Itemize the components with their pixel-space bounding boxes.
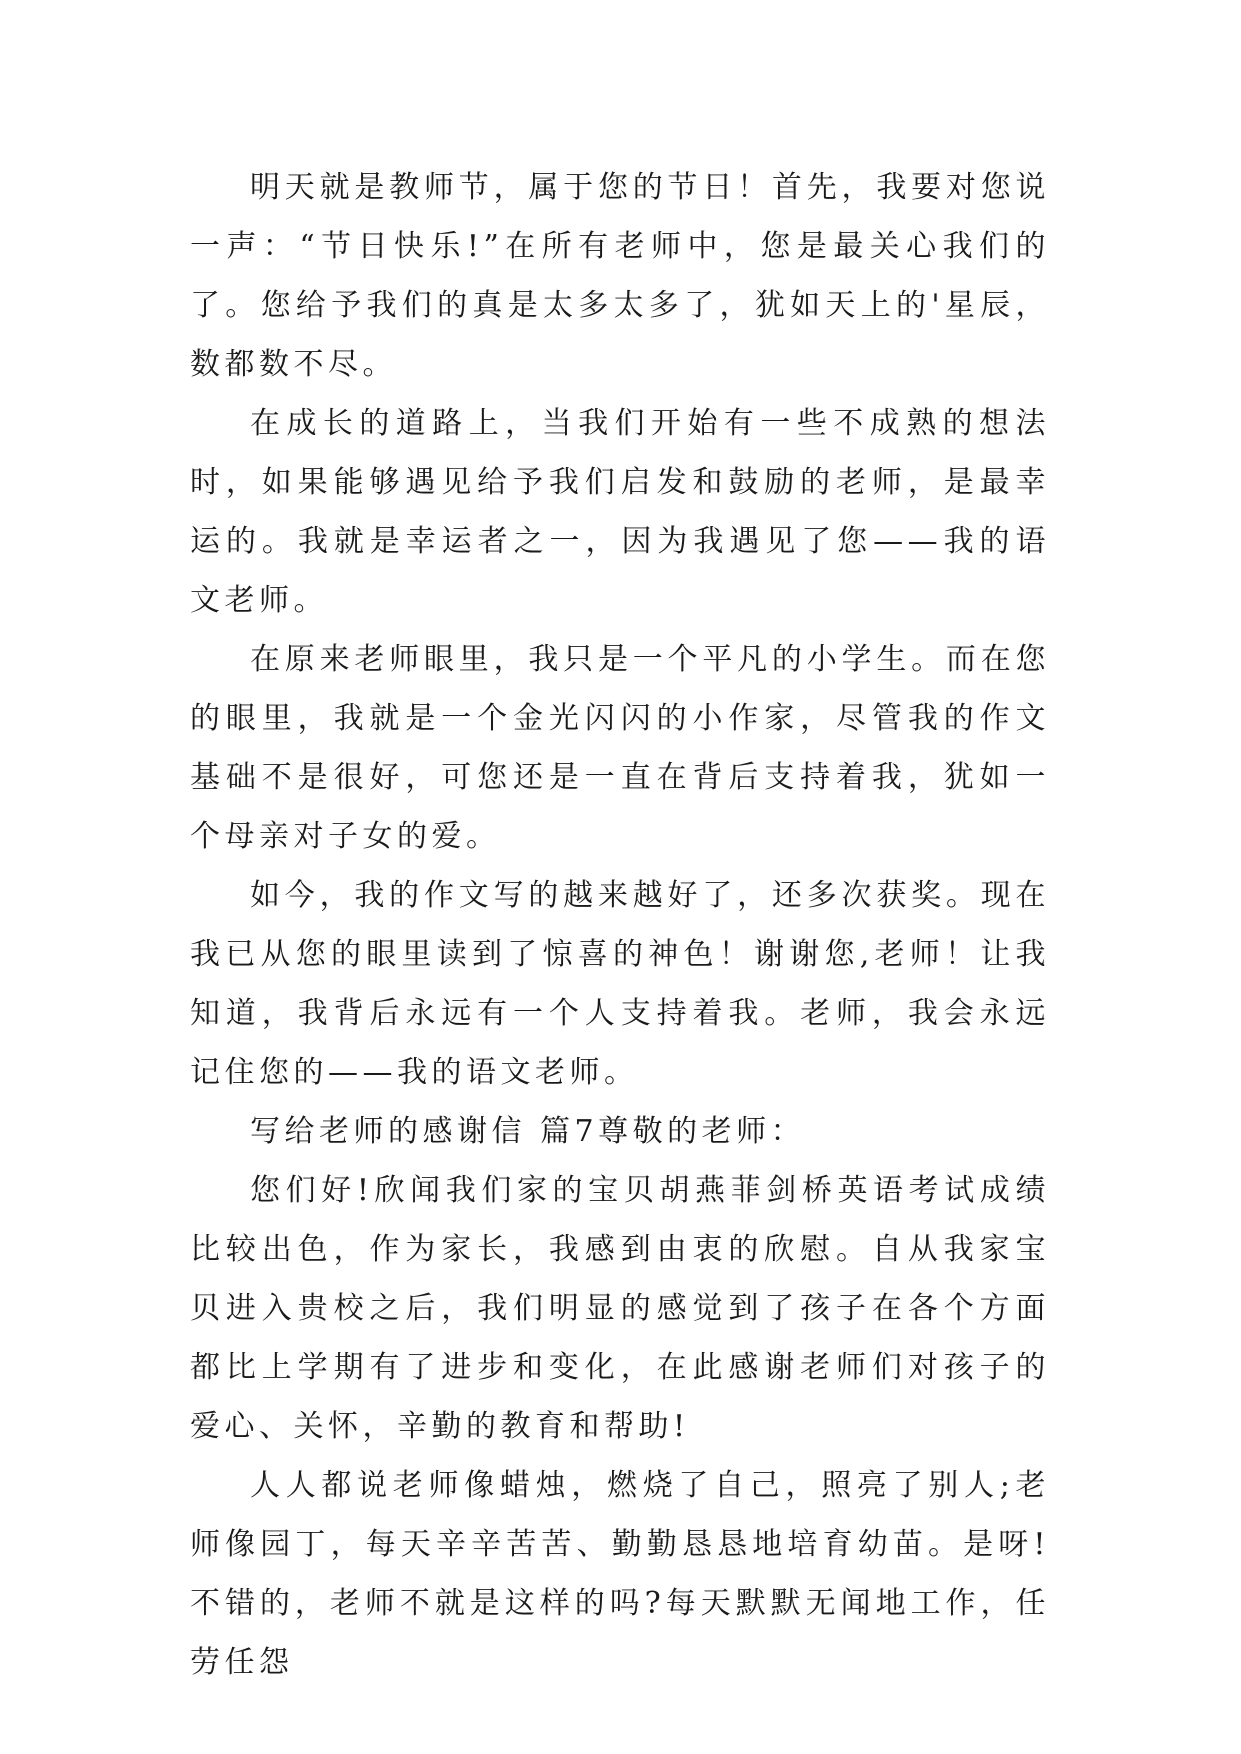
paragraph-little-writer: 在原来老师眼里，我只是一个平凡的小学生。而在您的眼里，我就是一个金光闪闪的小作家，尽管我的作文基础不是很好，可您还是一直在背后支持着我，犹如一个母亲对子女的爱。 xyxy=(190,642,1050,854)
paragraph-candle: 人人都说老师像蜡烛，燃烧了自己，照亮了别人;老师像园丁，每天辛辛苦苦、勤勤恳恳地培育幼苗。是呀!不错的，老师不就是这样的吗?每天默默无闻地工作，任劳任怨 xyxy=(190,1468,1050,1680)
paragraph-growing-up: 在成长的道路上，当我们开始有一些不成熟的想法时，如果能够遇见给予我们启发和鼓励的老师，是最幸运的。我就是幸运者之一，因为我遇见了您——我的语文老师。 xyxy=(190,406,1050,618)
paragraph-parent-thanks: 您们好!欣闻我们家的宝贝胡燕菲剑桥英语考试成绩比较出色，作为家长，我感到由衷的欣慰。自从我家宝贝进入贵校之后，我们明显的感觉到了孩子在各个方面都比上学期有了进步和变化，在此感谢老师们对孩子的爱心、关怀，辛勤的教育和帮助! xyxy=(190,1173,1050,1444)
paragraph-teachers-day: 明天就是教师节，属于您的节日！首先，我要对您说一声：“节日快乐!”在所有老师中，您是最关心我们的了。您给予我们的真是太多太多了，犹如天上的'星辰，数都数不尽。 xyxy=(190,170,1050,382)
document-body xyxy=(190,158,1050,1692)
paragraph-letter-heading: 写给老师的感谢信 篇7尊敬的老师： xyxy=(250,1114,806,1149)
paragraph-awards: 如今，我的作文写的越来越好了，还多次获奖。现在我已从您的眼里读到了惊喜的神色！谢谢您,老师！让我知道，我背后永远有一个人支持着我。老师，我会永远记住您的——我的语文老师。 xyxy=(190,878,1050,1090)
